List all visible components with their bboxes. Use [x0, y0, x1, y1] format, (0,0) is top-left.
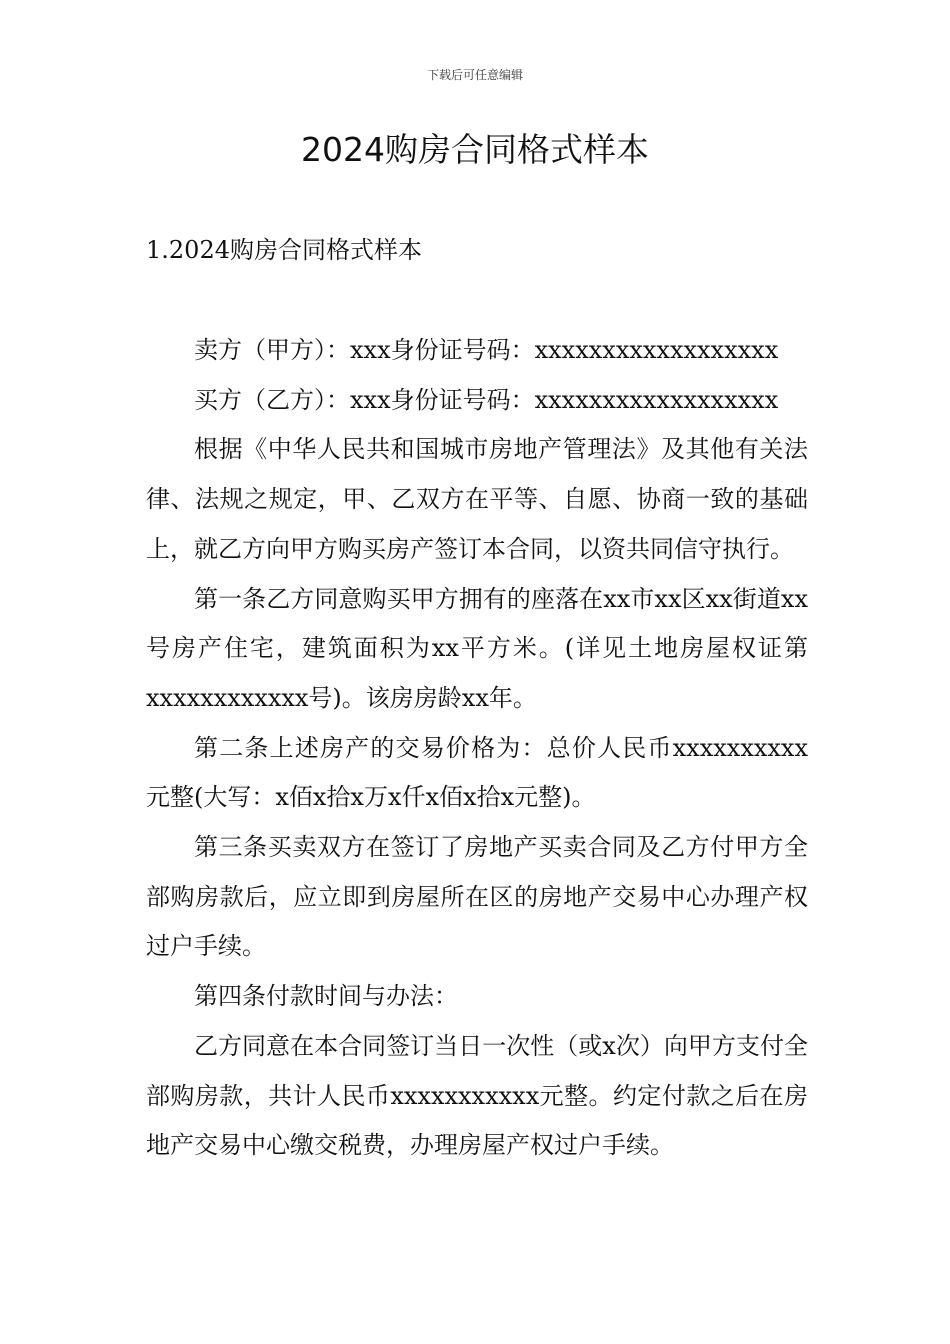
article-1-paragraph: 第一条乙方同意购买甲方拥有的座落在xx市xx区xx街道xx号房产住宅，建筑面积为xx平方米。(详见土地房屋权证第xxxxxxxxxxxx号)。该房房龄xx年。	[146, 584, 808, 712]
contract-body	[146, 326, 808, 1171]
preamble-paragraph: 根据《中华人民共和国城市房地产管理法》及其他有关法律、法规之规定，甲、乙双方在平等、自愿、协商一致的基础上，就乙方向甲方购买房产签订本合同，以资共同信守执行。	[146, 435, 808, 563]
article-3-paragraph: 第三条买卖双方在签订了房地产买卖合同及乙方付甲方全部购房款后，应立即到房屋所在区的房地产交易中心办理产权过户手续。	[146, 833, 808, 961]
article-2-paragraph: 第二条上述房产的交易价格为：总价人民币xxxxxxxxxx元整(大写：x佰x拾x万x仟x佰x拾x元整)。	[146, 733, 808, 812]
seller-line: 卖方（甲方）：xxx身份证号码：xxxxxxxxxxxxxxxxxx	[194, 336, 779, 364]
document-title: 2024购房合同格式样本	[301, 130, 649, 169]
payment-paragraph: 乙方同意在本合同签订当日一次性（或x次）向甲方支付全部购房款，共计人民币xxxxxxxxxxx元整。约定付款之后在房地产交易中心缴交税费，办理房屋产权过户手续。	[146, 1031, 808, 1160]
section-heading: 1.2024购房合同格式样本	[146, 236, 422, 264]
article-4-heading: 第四条付款时间与办法：	[194, 982, 458, 1011]
header-note: 下载后可任意编辑	[426, 68, 523, 82]
buyer-line: 买方（乙方）：xxx身份证号码：xxxxxxxxxxxxxxxxxx	[194, 385, 779, 414]
